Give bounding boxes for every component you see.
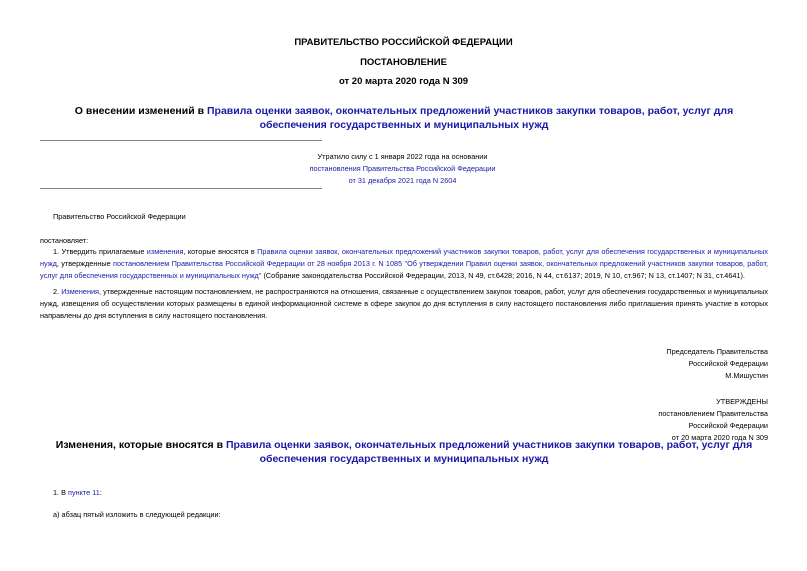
approval-date: от 20 марта 2020 года N 309: [671, 433, 768, 442]
changes-title: [40, 438, 768, 466]
item1-text: 1. В: [53, 488, 69, 497]
document-title: [40, 104, 768, 132]
rules-link-inline[interactable]: Правила оценки заявок, окончательных предложений участников закупки товаров, работ, услуг для обеспечения государственных и муниципальных нужд: [40, 247, 768, 268]
expired-notice-link-date[interactable]: от 31 декабря 2021 года N 2604: [348, 176, 457, 185]
p1-text: 1. Утвердить прилагаемые: [53, 247, 147, 256]
notice-bottom-rule: [40, 188, 322, 189]
expired-notice-text: Утратило силу с 1 января 2022 года на основании: [317, 152, 488, 161]
decrees-word: постановляет:: [40, 236, 89, 245]
document-date-number: от 20 марта 2020 года N 309: [338, 76, 469, 87]
changes-link[interactable]: изменения: [146, 247, 184, 256]
p1-text: , утвержденные: [56, 259, 114, 268]
signature-name: М.Мишустин: [725, 371, 768, 380]
approval-line: Российской Федерации: [688, 421, 768, 430]
change-item-1: [53, 487, 102, 499]
expired-notice-link[interactable]: постановления Правительства Российской Федерации: [309, 164, 496, 173]
changes-rules-link[interactable]: Правила оценки заявок, окончательных предложений участников закупки товаров, работ, услуг для обеспечения государственных и муниципальных нужд: [225, 439, 753, 465]
changes-link-2[interactable]: Изменения: [61, 287, 99, 296]
government-heading: ПРАВИТЕЛЬСТВО РОССИЙСКОЙ ФЕДЕРАЦИИ: [294, 37, 513, 48]
signature-position: Председатель Правительства: [666, 347, 768, 356]
change-item-a: а) абзац пятый изложить в следующей редакции:: [53, 510, 221, 519]
p1-text: (Собрание законодательства Российской Федерации, 2013, N 49, ст.6428; 2016, N 44, ст.6137; 2019, N 10, ст.967; N 13, ст.1407; N 31, ст.4641).: [261, 271, 745, 280]
document-title-prefix: О внесении изменений в: [74, 105, 207, 117]
issuer: Правительство Российской Федерации: [53, 212, 186, 221]
changes-title-prefix: Изменения, которые вносятся в: [55, 439, 226, 451]
signature-block: [468, 346, 768, 382]
p2-text: , утвержденные настоящим постановлением, не распространяются на отношения, связанные с осуществлением закупок товаров, работ, услуг для обеспечения государственных и муниципальных нужд, извещения об осуществлении которых размещены в единой информационной системе в сфере закупок до дня вступления в силу настоящего постановления либо приглашения принять участие в которых направлены до дня вступления в силу настоящего постановления.: [40, 287, 768, 320]
document-type: ПОСТАНОВЛЕНИЕ: [360, 57, 447, 68]
paragraph-2: [40, 286, 768, 322]
approval-block: [468, 396, 768, 444]
approval-line: постановлением Правительства: [658, 409, 768, 418]
paragraph-1: [40, 246, 768, 282]
p2-text: 2.: [53, 287, 62, 296]
resolution-1085-link[interactable]: постановлением Правительства Российской Федерации от 28 ноября 2013 г. N 1085 "Об утверждении Правил оценки заявок, окончательных предложений участников закупки товаров, работ, услуг для обеспечения государственных и муниципальных нужд": [40, 259, 769, 280]
signature-country: Российской Федерации: [688, 359, 768, 368]
clause-11-link[interactable]: пункте 11: [68, 488, 100, 497]
expired-notice: [200, 151, 605, 187]
p1-text: , которые вносятся в: [183, 247, 258, 256]
approval-heading: УТВЕРЖДЕНЫ: [716, 397, 768, 406]
notice-top-rule: [40, 140, 322, 141]
item1-text: :: [99, 488, 102, 497]
rules-link[interactable]: Правила оценки заявок, окончательных предложений участников закупки товаров, работ, услуг для обеспечения государственных и муниципальных нужд: [206, 105, 734, 131]
